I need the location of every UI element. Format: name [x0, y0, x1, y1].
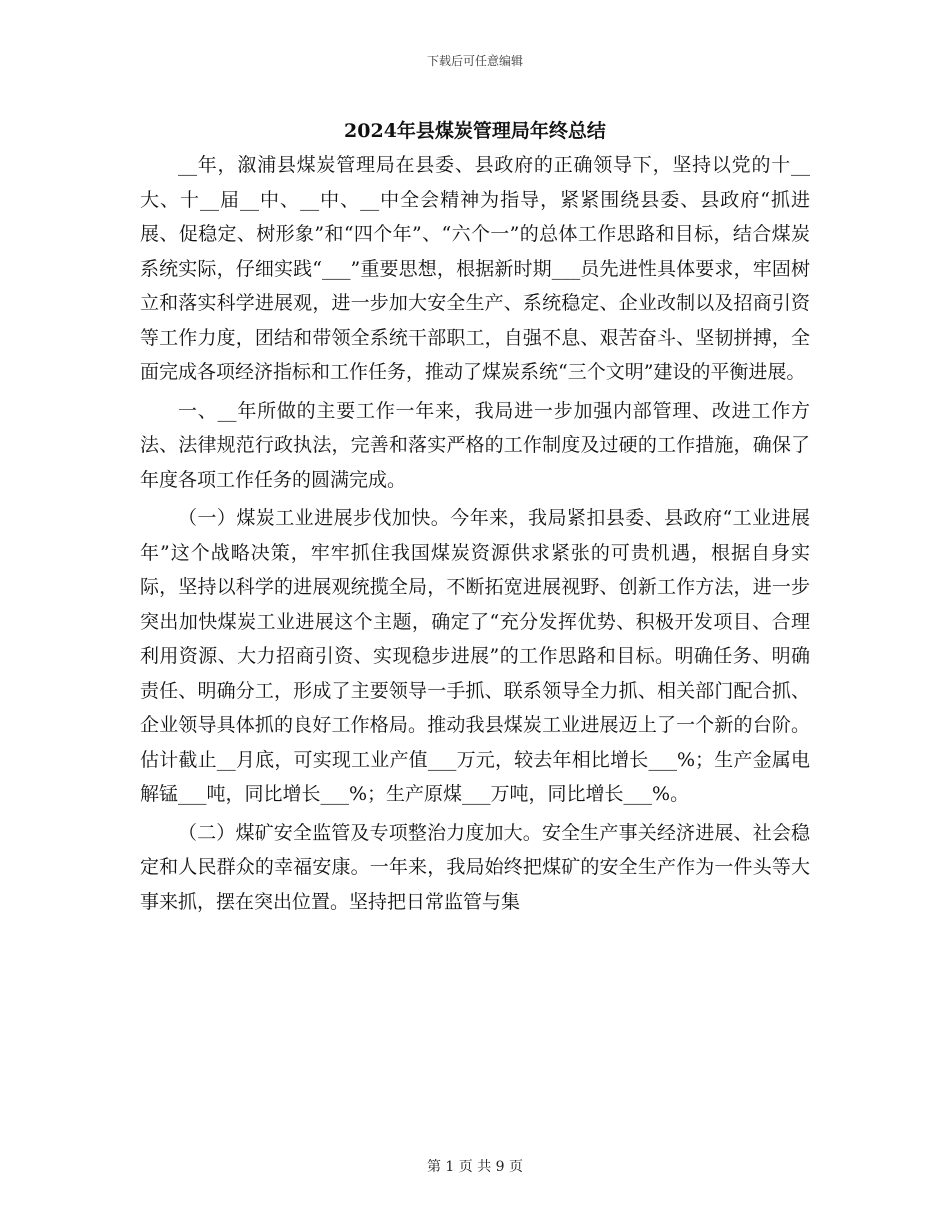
paragraph-subsection-2: （二）煤矿安全监管及专项整治力度加大。安全生产事关经济进展、社会稳定和人民群众的幸福安康。一年来，我局始终把煤矿的安全生产作为一件头等大事来抓，摆在突出位置。坚持把日常监管与集 [140, 821, 810, 913]
document-body [140, 148, 810, 919]
paragraph-subsection-1: （一）煤炭工业进展步伐加快。今年来，我局紧扣县委、县政府“工业进展年”这个战略决策，牢牢抓住我国煤炭资源供求紧张的可贵机遇，根据自身实际，坚持以科学的进展观统揽全局，不断拓宽进展视野、创新工作方法，进一步突出加快煤炭工业进展这个主题，确定了“充分发挥优势、积极开发项目、合理利用资源、大力招商引资、实现稳步进展”的工作思路和目标。明确任务、明确责任、明确分工，形成了主要领导一手抓、联系领导全力抓、相关部门配合抓、企业领导具体抓的良好工作格局。推动我县煤炭工业进展迈上了一个新的台阶。估计截止__月底，可实现工业产值___万元，较去年相比增长___%；生产金属电解锰___吨，同比增长___%；生产原煤___万吨，同比增长___%。 [140, 507, 810, 805]
document-title: 2024年县煤炭管理局年终总结 [344, 120, 606, 142]
page-header-note: 下载后可任意编辑 [426, 54, 523, 68]
paragraph-section-1: 一、__年所做的主要工作一年来，我局进一步加强内部管理、改进工作方法、法律规范行政执法，完善和落实严格的工作制度及过硬的工作措施，确保了年度各项工作任务的圆满完成。 [140, 399, 810, 491]
page-number: 第 1 页 共 9 页 [426, 1159, 524, 1175]
paragraph-intro: __年，溆浦县煤炭管理局在县委、县政府的正确领导下，坚持以党的十__大、十__届__中、__中、__中全会精神为指导，紧紧围绕县委、县政府“抓进展、促稳定、树形象”和“四个年”、“六个一”的总体工作思路和目标，结合煤炭系统实际，仔细实践“___”重要思想，根据新时期___员先进性具体要求，牢固树立和落实科学进展观，进一步加大安全生产、系统稳定、企业改制以及招商引资等工作力度，团结和带领全系统干部职工，自强不息、艰苦奋斗、坚韧拼搏，全面完成各项经济指标和工作任务，推动了煤炭系统“三个文明”建设的平衡进展。 [140, 154, 810, 383]
